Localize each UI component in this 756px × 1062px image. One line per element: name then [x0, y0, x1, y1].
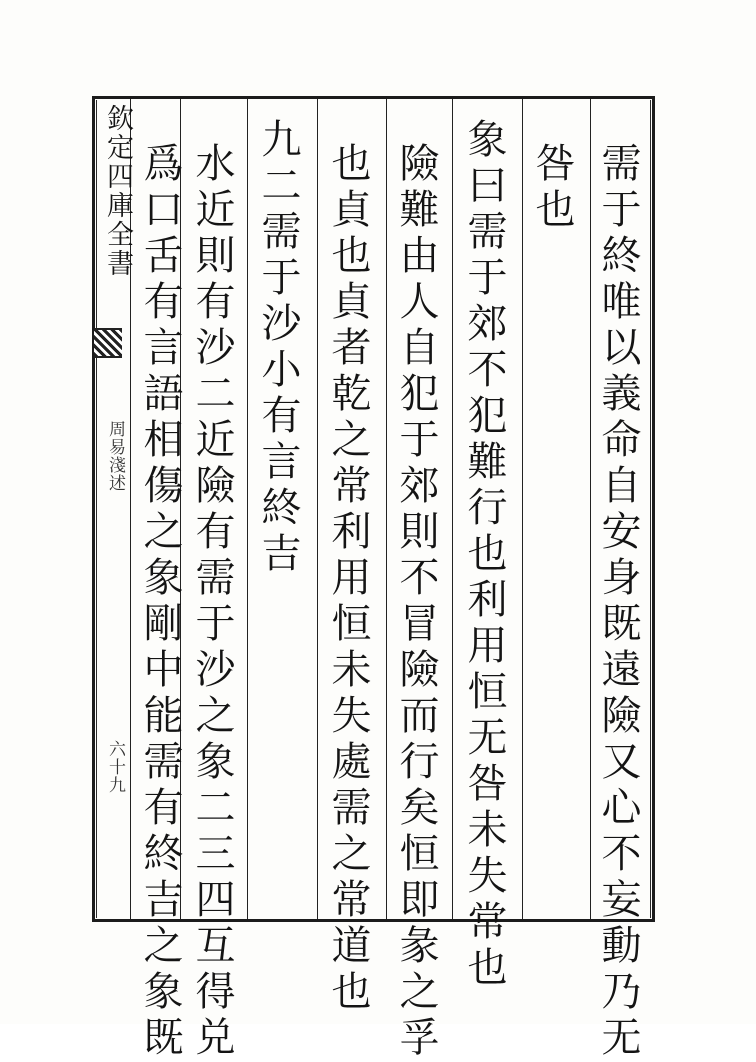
collection-title: 欽定四庫全書 — [102, 104, 133, 278]
column-rule — [590, 99, 591, 919]
text-column-1: 需于終唯以義命自安身既遠險又心不妄動乃无 — [595, 142, 641, 1062]
text-column-2: 咎也 — [529, 142, 575, 234]
column-rule — [386, 99, 387, 919]
fishtail-ornament — [94, 328, 122, 358]
column-rule — [522, 99, 523, 919]
column-rule — [452, 99, 453, 919]
text-column-8: 爲口舌有言語相傷之象剛中能需有終吉之象既 — [137, 142, 183, 1062]
text-column-7: 水近則有沙二近險有需于沙之象二三四互得兑 — [189, 142, 235, 1062]
text-column-3: 象曰需于郊不犯難行也利用恒无咎未失常也 — [461, 118, 507, 992]
column-rule — [247, 99, 248, 919]
column-rule — [317, 99, 318, 919]
page-number: 六十九 — [105, 740, 125, 794]
text-column-4: 險難由人自犯于郊則不冒險而行矣恒即彖之孚 — [393, 142, 439, 1062]
text-column-5: 也貞也貞者乾之常利用恒未失處需之常道也 — [325, 142, 371, 1016]
book-title: 周易淺述 — [105, 420, 125, 492]
text-column-6: 九二需于沙小有言終吉 — [255, 118, 301, 578]
